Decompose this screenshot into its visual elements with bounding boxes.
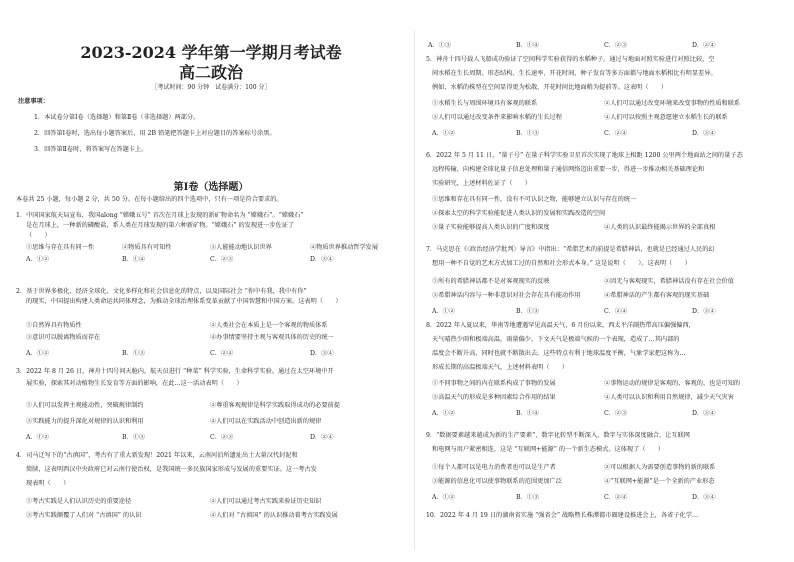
question-stem: 实验研究，上述材料佐证了（ ） xyxy=(432,180,531,187)
option: ②可以根据人为需要创造事物的新的联系 xyxy=(604,464,716,471)
option: ④人类可以认识和利用自然规律，减少天气灾害 xyxy=(604,394,734,401)
choice: D．③④ xyxy=(692,130,716,137)
note-item: 1．本试卷分第Ⅰ卷（选择题）和第Ⅱ卷（非选择题）两部分。 xyxy=(34,114,200,121)
option: ②人们可以通过改变环境来改变事物的性质和联系 xyxy=(604,100,741,107)
question-stem: 远程传输，向构建全球化量子信息处理和量子通信网络迈出重要一步，得进一步推动相关基础理论和 xyxy=(432,166,705,173)
exam-title: 2023-2024 学年第一学期月考试卷 xyxy=(80,43,342,62)
choice: C．②④ xyxy=(604,494,628,501)
choice: C．②④ xyxy=(210,350,234,357)
option: ①每个人都可以是电力消费者也可以是生产者 xyxy=(432,464,556,471)
question-stem: 7．马克思在《〈政治经济学批判〉导言》中指出：“希腊艺术的前提是希腊神话，也就是已经通过人民的幻 xyxy=(426,246,715,253)
option: ④物质世界推动哲学发展 xyxy=(310,244,379,251)
option: ④“互联网+能源”是一个全新的产业形态 xyxy=(604,478,715,485)
left-column xyxy=(14,0,408,562)
question-stem: 天气晴热少雨和极端高温，雨量偏少，下文天气是极端气候的一个表现，造成了…其内部的 xyxy=(432,336,680,343)
question-stem: （ ） xyxy=(26,232,51,239)
choice: B．①④ xyxy=(516,42,540,49)
question-stem: 4．司马迁写下的“古滇国”，考古有了重大新发现！2021 年以来，云南河泊所遗址出土大量汉代封泥和 xyxy=(16,452,298,459)
option: ①思维与存在具有同一性 xyxy=(26,244,95,251)
choice: A．①② xyxy=(432,494,456,501)
question-stem: 9．“数据要素越来越成为新的生产要素”，数字化转型不断深入，数字与实体深度融合，让互联网 xyxy=(426,432,690,439)
column-divider xyxy=(414,30,415,550)
choice: A．①② xyxy=(26,434,50,441)
option: ①所有的希腊神话都不是对客观现实的反映 xyxy=(432,278,550,285)
choice: B．①④ xyxy=(516,410,540,417)
question-stem: 6．2022 年 5 月 11 日，“量子号” 在量子科学实验卫星首次实现了地球上相距 1200 公里两个地面站之间的量子态 xyxy=(426,152,743,159)
option: ②事物运动的规律是客观的、客观的，也是可知的 xyxy=(604,380,741,387)
section-intro: 本卷共 25 小题，每小题 2 分，共 50 分。在每小题给出的四个选项中，只有一项是符合要求的。 xyxy=(16,196,283,203)
option: ④办事情要坚持主观与客观具体的历史的统一 xyxy=(210,334,334,341)
choice: A．①② xyxy=(26,350,50,357)
option: ③人能能动地认识世界 xyxy=(210,244,272,251)
option: ④人们对 “古滇国” 的认识推动着考古实践发展 xyxy=(210,512,338,519)
option: ④人类的认识最终能揭示世界的全部真相 xyxy=(604,224,716,231)
option: ④人们可以按照主观意愿建立水稻生长的联系 xyxy=(604,114,728,121)
question-stem: 1．中国国家航天局宣布，我国along “嫦娥五号” 首次在月球上发现的新矿物命名为 “嫦娥石”。“嫦娥石” xyxy=(16,212,304,219)
option: ②探索太空的科学实验能促进人类认识的发展和实践改造的空间 xyxy=(432,210,606,217)
question-stem: 和电网与用户紧密相连，这是 “互联网+能源” 的一个新生态模式。这体现了（ ） xyxy=(432,446,665,453)
option: ③人们可以通过改变条件来影响水稻的生长过程 xyxy=(432,114,562,121)
question-stem: 想用一种不自觉的艺术方式加工过的自然和社会形式本身。” 这是说明（ ）。这表明（ ） xyxy=(432,260,691,267)
choice: A．①② xyxy=(432,130,456,137)
option: ①人们可以发挥主观能动性，突破规律制约 xyxy=(26,402,144,409)
option: ①不同事物之间的内在联系构成了事物的发展 xyxy=(432,380,556,387)
question-stem: 是在月球上，一种新的磷酸盐，系人类在月球发现的第六种新矿物。“嫦娥石” 的发现进一步佐证了 xyxy=(26,222,295,229)
option: ③意识可以脱离物质而存在 xyxy=(26,334,101,341)
choice: A．①③ xyxy=(428,42,452,49)
question-stem: 5．神舟十四号载人飞船成功验证了空间科学实验获得的水稻种子。通过与地面对照实验进行对照比较，空 xyxy=(426,56,715,63)
note-item: 3．回答第Ⅱ卷时，将答案写在答题卡上。 xyxy=(34,146,148,153)
choice: D．③④ xyxy=(692,410,716,417)
choice: B．①③ xyxy=(122,434,146,441)
choice: D．③④ xyxy=(310,350,334,357)
exam-info: ［考试时间：90 分钟 试卷满分：100 分］ xyxy=(151,84,271,91)
option: ③考古实践颠覆了人们对 “古滇国” 的认识 xyxy=(26,512,142,519)
choice: B．①④ xyxy=(122,256,146,263)
question-stem: 8．2022 年入夏以来，华南等地遭遇罕见高温天气，6 月份以来，西太平洋副热带高压偏强偏西， xyxy=(426,322,695,329)
question-stem: 形成长期的高温极端天气，上述材料表明（ ） xyxy=(432,364,569,371)
choice: C．②④ xyxy=(604,130,628,137)
option: ①思维和存在具有同一性，没有不可认识之物，能够建立认识与存在的统一 xyxy=(432,196,637,203)
choice: B．①③ xyxy=(516,494,540,501)
exam-subject: 高二政治 xyxy=(178,63,243,82)
question-stem: 现表明（ ） xyxy=(26,480,70,487)
option: ①考古实践是人们认识历史的重要途径 xyxy=(26,498,132,505)
question-stem: 展实验，探索其对动植物生长发育等方面的影响，在此…这一活动表明（ ） xyxy=(26,380,243,387)
option: ②物质具有可知性 xyxy=(122,244,172,251)
option: ①水稻生长与周围环境具有客观的联系 xyxy=(432,100,538,107)
question-stem: 的现实，中国提出构建人类命运共同体理念，为推动全球治理体系变革贡献了中国智慧和中国方案。这表明（ ） xyxy=(26,298,342,305)
question-stem: 10．2022 年 4 月 19 日的湖南省实施 “强省会” 战略暨长株潭都市圈建设推进会上，各省子化学… xyxy=(426,512,699,519)
question-stem: 2．基于世界多极化、经济全球化、文化多样化和社会信息化的特点，以及国际社会 “你中有我，我中有你” xyxy=(16,288,307,295)
option: ③希腊神话内容与一种非意识对社会存在具有能动作用 xyxy=(432,292,581,299)
choice: C．②③ xyxy=(604,42,628,49)
option: ④人们可以在实践活动中创造出新的规律 xyxy=(210,418,322,425)
question-stem: 间水稻在生长周期、形态结构、生长速率、开花时间、种子发育等多方面都与地面水稻相比有明显差异。 xyxy=(432,70,717,77)
option: ③量子实验能够提高人类认识的广度和深度 xyxy=(432,224,550,231)
note-item: 2．回答第Ⅰ卷时，选出每小题答案后，用 2B 铅笔把答题卡上对应题目的答案标号涂黑。 xyxy=(34,130,276,137)
choice: B．①③ xyxy=(122,350,146,357)
option: ③实践能力的提升深化对规律的认识和利用 xyxy=(26,418,144,425)
option: ②因无与客观现实，希腊神话没有存在社会价值 xyxy=(604,278,734,285)
choice: C．②③ xyxy=(210,434,234,441)
option: ②尊重客观规律是科学实践取得成功的必要前提 xyxy=(210,402,340,409)
question-stem: 简牍，这表明西汉中央政府已对云南行使治权，是我国统一多民族国家形成与发展的重要实证。这一考古发 xyxy=(26,466,317,473)
option: ②人们可以通过考古实践来验证历史知识 xyxy=(210,498,322,505)
question-stem: 3．2022 年 8 月 26 日，神舟十四号问天舱内，航天员进行 “种菜” 科学实验，生命科学实验。通过在太空环境中开 xyxy=(16,368,334,375)
question-stem: 例如，水稻的株型在空间显得更为松散，开花时间比地面稍为提前等。这表明（ ） xyxy=(432,84,668,91)
choice: C．②④ xyxy=(604,308,628,315)
option: ①自然界具有物质性 xyxy=(26,322,82,329)
option: ④希腊神话的产生都有客观的现实基础 xyxy=(604,292,710,299)
option: ②人类社会在本质上是一个客观的物质体系 xyxy=(210,322,328,329)
choice: D．③④ xyxy=(310,256,334,263)
right-column xyxy=(424,0,784,562)
choice: D．②④ xyxy=(692,42,716,49)
choice: A．①② xyxy=(432,308,456,315)
choice: A．①② xyxy=(432,410,456,417)
question-stem: 温度会不断升高，同时也就不断散出去。这些特点有利于地球温度平衡，气象学家把这称为… xyxy=(432,350,686,357)
choice: C．②③ xyxy=(604,410,628,417)
choice: D．③④ xyxy=(692,494,716,501)
choice: D．③④ xyxy=(692,308,716,315)
choice: B．①③ xyxy=(516,308,540,315)
section-title: 第Ⅰ卷（选择题） xyxy=(173,182,249,193)
choice: D．②④ xyxy=(310,434,334,441)
choice: A．①② xyxy=(26,256,50,263)
notes-heading: 注意事项： xyxy=(18,98,49,105)
option: ③能源的信息化可以使事物联系的范围更加广泛 xyxy=(432,478,562,485)
choice: B．①③ xyxy=(516,130,540,137)
option: ③高温天气的形成是多种因素综合作用的结果 xyxy=(432,394,556,401)
choice: C．②③ xyxy=(210,256,234,263)
